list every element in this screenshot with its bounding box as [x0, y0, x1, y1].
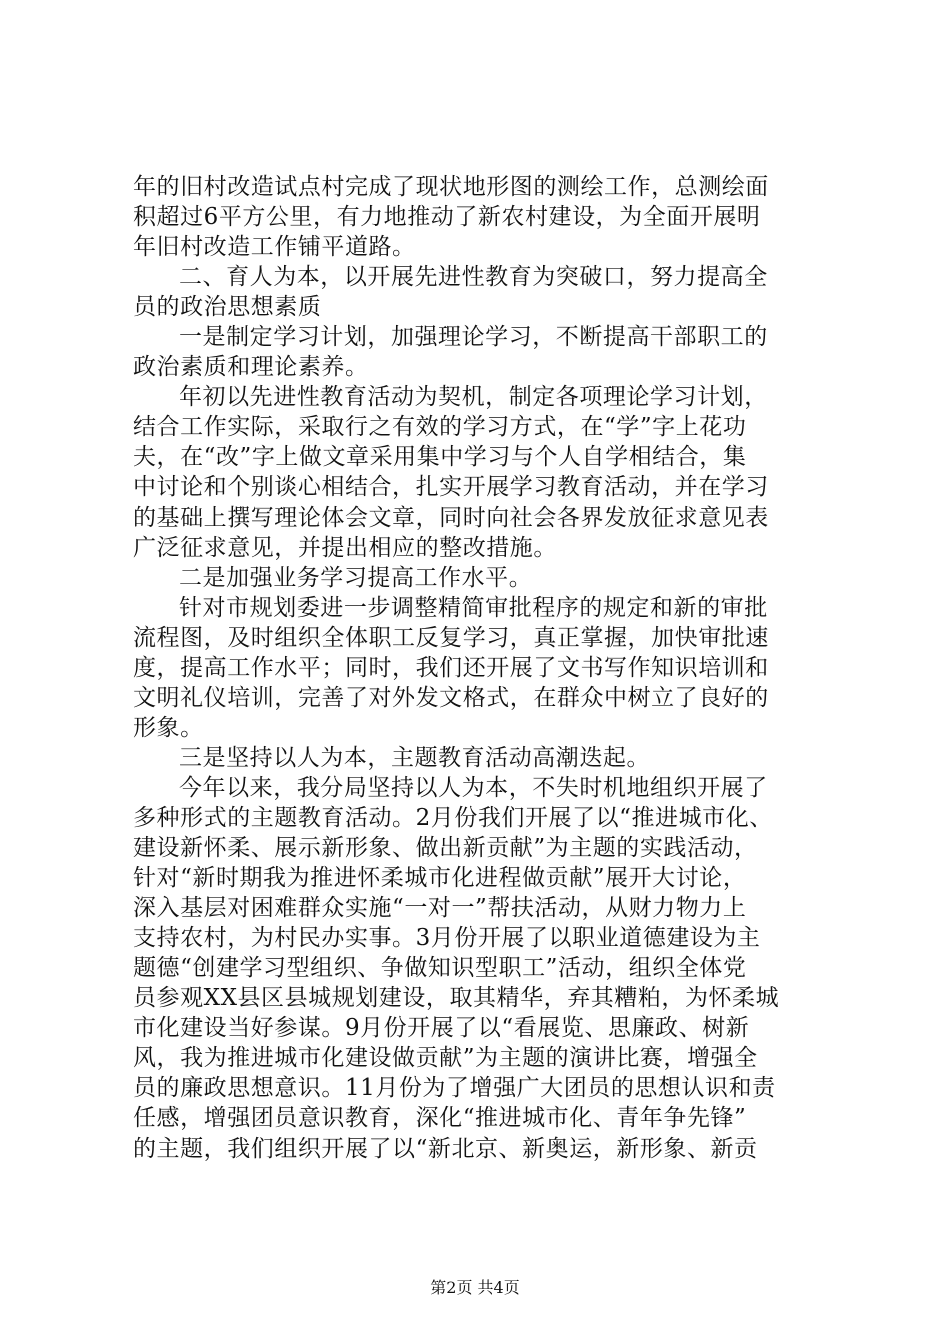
text-line: 的主题，我们组织开展了以“新北京、新奥运，新形象、新贡 [133, 1135, 758, 1162]
text-line: 年的旧村改造试点村完成了现状地形图的测绘工作，总测绘面 [133, 174, 769, 200]
text-line: 针对市规划委进一步调整精简审批程序的规定和新的审批 [179, 594, 768, 621]
text-line: 针对“新时期我为推进怀柔城市化进程做贡献”展开大讨论， [133, 865, 747, 892]
text-line: 市化建设当好参谋。9月份开展了以“看展览、思廉政、树新 [133, 1015, 750, 1042]
text-line: 三是坚持以人为本，主题教育活动高潮迭起。 [179, 744, 650, 771]
text-line: 深入基层对困难群众实施“一对一”帮扶活动，从财力物力上 [133, 895, 747, 922]
text-line: 夫，在“改”字上做文章采用集中学习与个人自学相结合，集 [133, 444, 747, 471]
text-line: 今年以来，我分局坚持以人为本，不失时机地组织开展了 [179, 774, 768, 801]
text-line: 度，提高工作水平；同时，我们还开展了文书写作知识培训和 [133, 654, 769, 681]
text-line: 员的廉政思想意识。11月份为了增强广大团员的思想认识和责 [133, 1075, 776, 1102]
text-line: 中讨论和个别谈心相结合，扎实开展学习教育活动，并在学习 [133, 474, 769, 501]
text-line: 形象。 [133, 714, 204, 741]
text-line: 题德“创建学习型组织、争做知识型职工”活动，组织全体党 [133, 955, 747, 982]
text-line: 年初以先进性教育活动为契机，制定各项理论学习计划， [179, 384, 768, 411]
text-line: 广泛征求意见，并提出相应的整改措施。 [133, 534, 557, 561]
text-line: 建设新怀柔、展示新形象、做出新贡献”为主题的实践活动， [133, 835, 758, 862]
text-line: 多种形式的主题教育活动。2月份我们开展了以“推进城市化、 [133, 804, 773, 831]
text-line: 员参观XX县区县城规划建设，取其精华，弃其糟粕，为怀柔城 [133, 985, 780, 1012]
text-line: 支持农村，为村民办实事。3月份开展了以职业道德建设为主 [133, 925, 761, 952]
text-line: 的基础上撰写理论体会文章，同时向社会各界发放征求意见表 [133, 504, 769, 531]
text-line: 文明礼仪培训，完善了对外发文格式，在群众中树立了良好的 [133, 684, 769, 711]
text-line: 二是加强业务学习提高工作水平。 [179, 564, 533, 591]
text-line: 积超过6平方公里，有力地推动了新农村建设，为全面开展明 [133, 204, 761, 231]
text-line: 年旧村改造工作铺平道路。 [133, 234, 416, 261]
text-line: 流程图，及时组织全体职工反复学习，真正掌握，加快审批速 [133, 624, 769, 651]
text-line: 员的政治思想素质 [133, 294, 322, 321]
text-line: 风，我为推进城市化建设做贡献”为主题的演讲比赛，增强全 [133, 1045, 758, 1072]
text-line: 结合工作实际，采取行之有效的学习方式，在“学”字上花功 [133, 414, 747, 441]
text-line: 政治素质和理论素养。 [133, 354, 369, 381]
page-footer: 第2页 共4页 [430, 1278, 520, 1297]
text-line: 一是制定学习计划，加强理论学习，不断提高干部职工的 [179, 324, 768, 351]
text-line: 二、育人为本，以开展先进性教育为突破口，努力提高全 [179, 264, 768, 291]
document-body [133, 172, 833, 1164]
text-line: 任感，增强团员意识教育，深化“推进城市化、青年争先锋” [133, 1105, 747, 1132]
